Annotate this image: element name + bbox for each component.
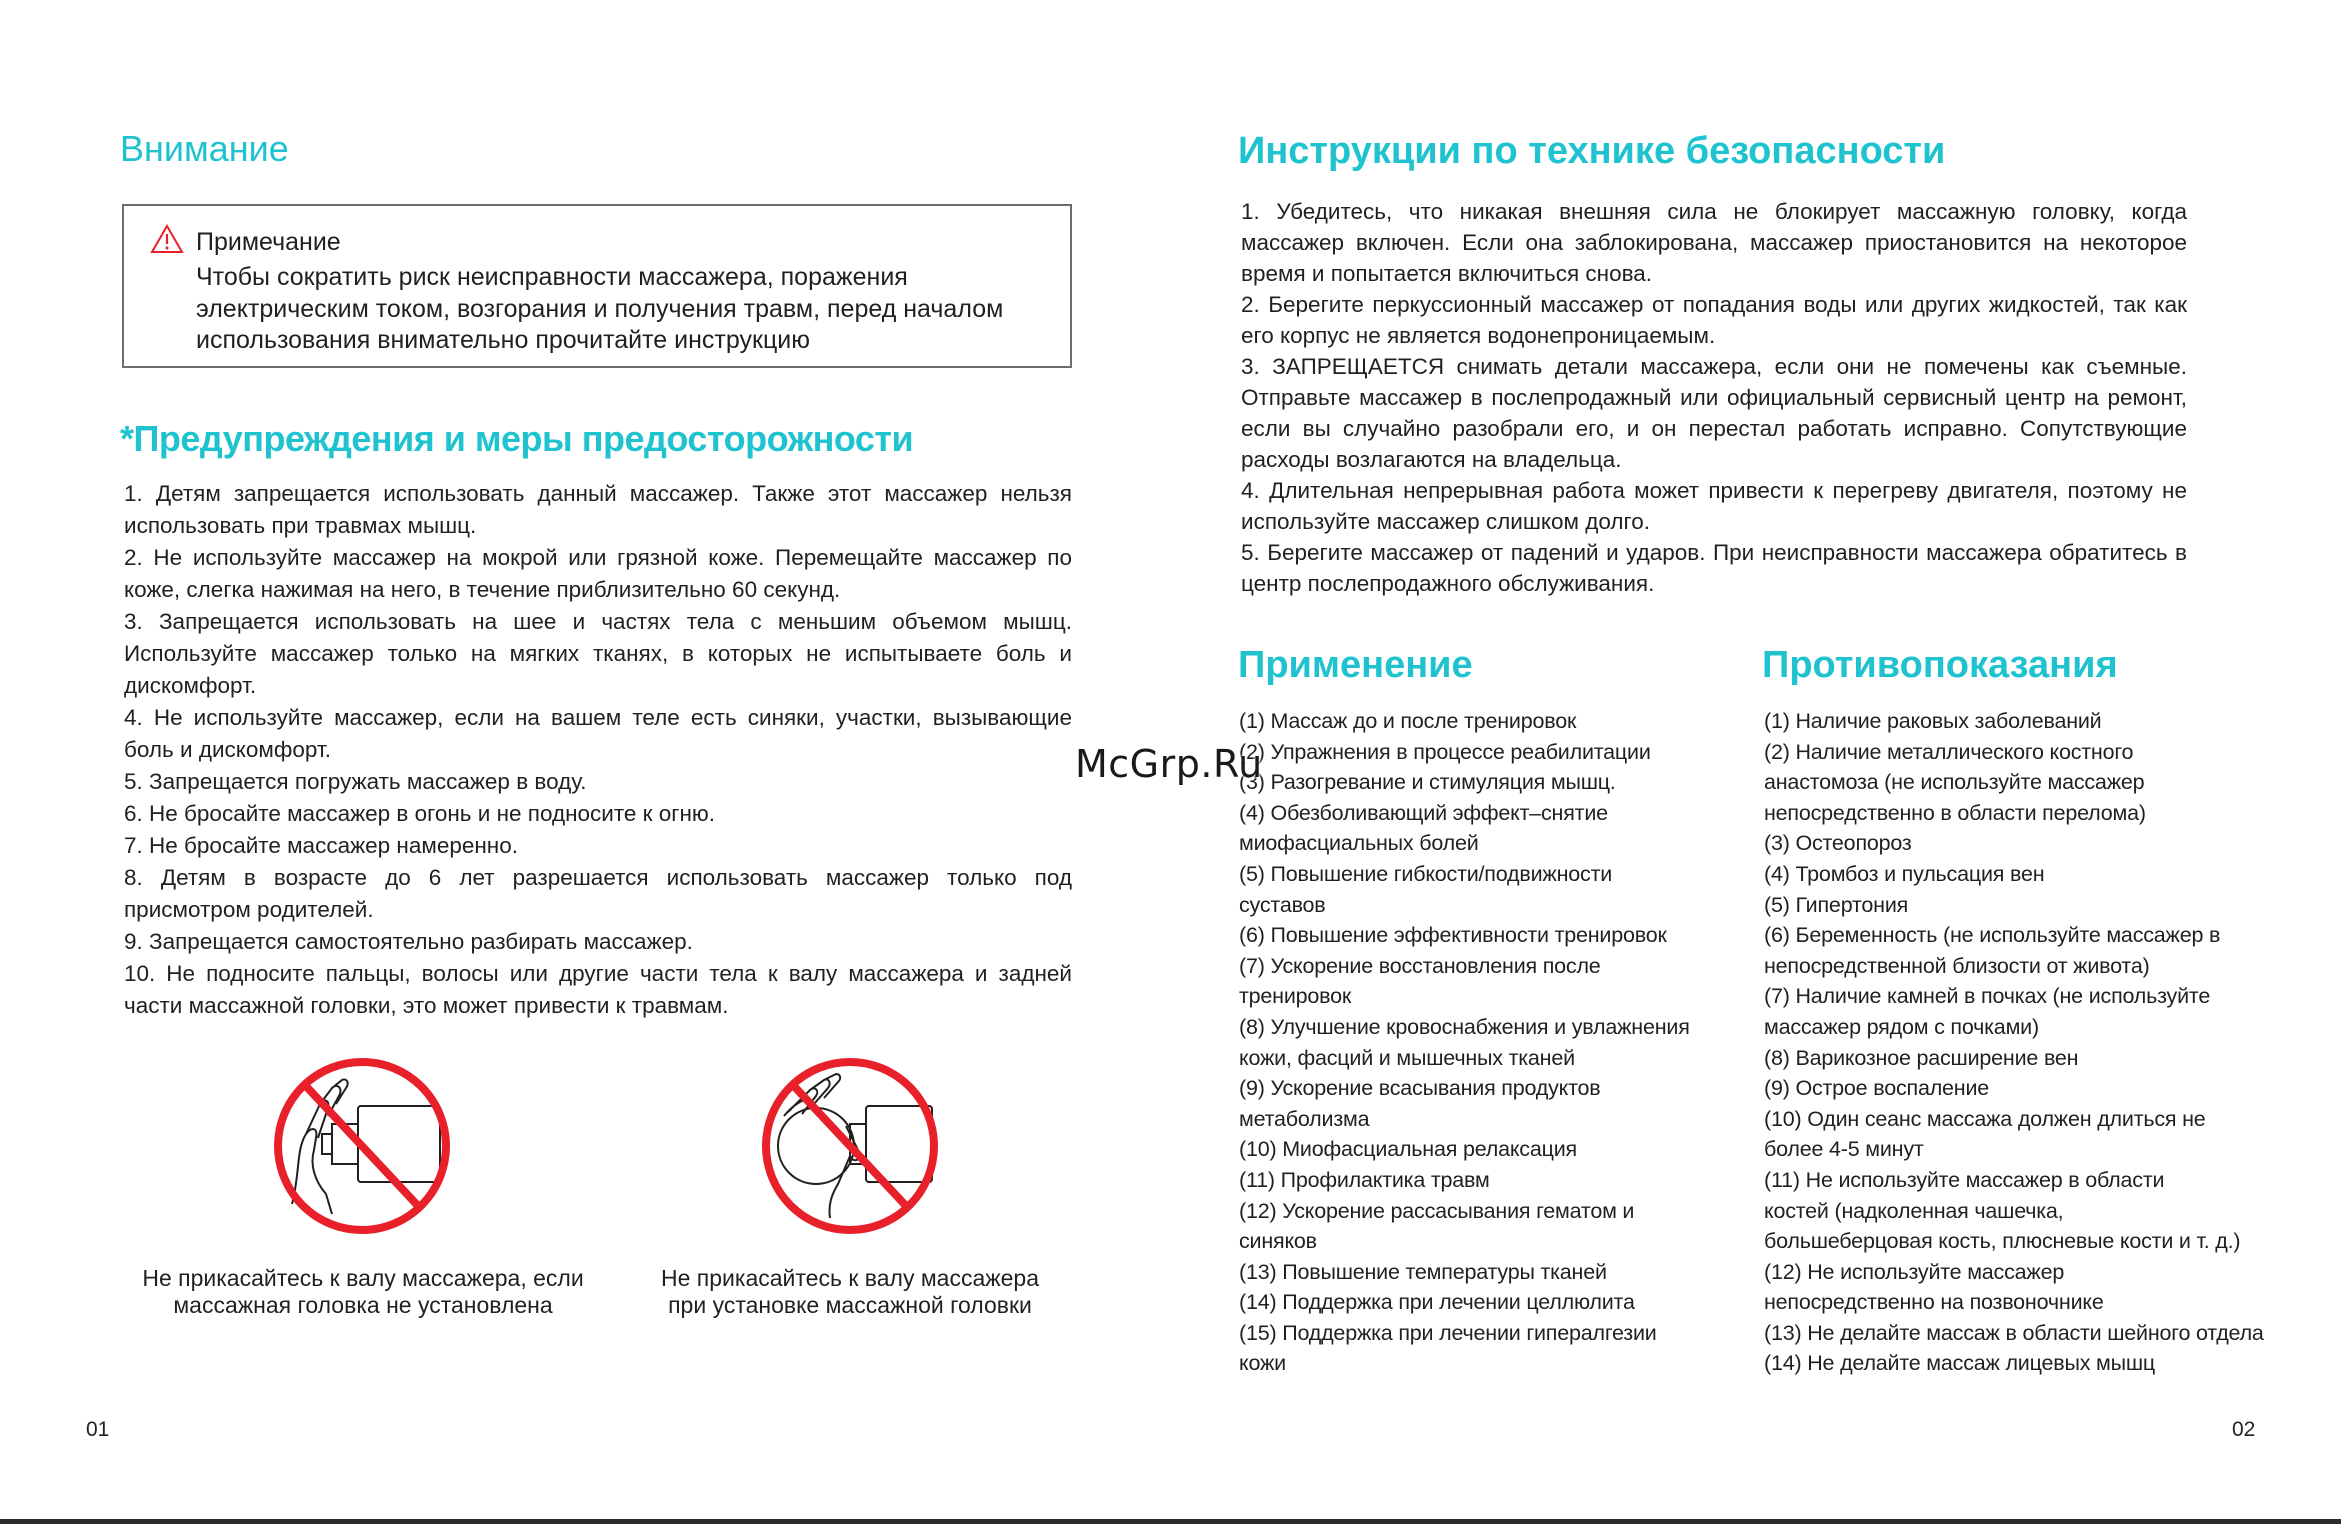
- usage-line: (2) Упражнения в процессе реабилитации: [1239, 739, 1651, 764]
- usage-line: (1) Массаж до и после тренировок: [1239, 709, 1577, 733]
- usage-list: [1239, 706, 1739, 1379]
- safety-list: [1241, 196, 2187, 599]
- contraindication-line: (6) Беременность (не используйте массажер в: [1764, 923, 2221, 948]
- page-number: 02: [2232, 1418, 2256, 1441]
- usage-line: (11) Профилактика травм: [1239, 1167, 1490, 1192]
- warning-item: 9. Запрещается самостоятельно разбирать массажер.: [124, 929, 693, 954]
- warning-item: 10. Не подносите пальцы, волосы или другие части тела к валу массажера и задней части массажной головки, это может привести к травмам.: [124, 961, 1072, 1018]
- contraindication-line: (7) Наличие камней в почках (не используйте: [1764, 984, 2211, 1009]
- usage-line: (8) Улучшение кровоснабжения и увлажнения: [1239, 1014, 1690, 1039]
- safety-item: 4. Длительная непрерывная работа может привести к перегреву двигателя, поэтому не используйте массажер слишком долго.: [1241, 478, 2187, 534]
- usage-line: миофасциальных болей: [1239, 831, 1479, 856]
- watermark: McGrp.Ru: [1075, 742, 1263, 786]
- note-line: Чтобы сократить риск неисправности массажера, поражения: [196, 263, 908, 291]
- illustration-caption: [600, 1265, 1100, 1319]
- usage-line: (5) Повышение гибкости/подвижности: [1239, 861, 1613, 886]
- warning-item: 8. Детям в возрасте до 6 лет разрешается использовать массажер только под присмотром родителей.: [124, 865, 1072, 922]
- caption-line: при установке массажной головки: [668, 1292, 1032, 1318]
- note-title: Примечание: [196, 228, 341, 256]
- safety-item: 5. Берегите массажер от падений и ударов. При неисправности массажера обратитесь в центр послепродажного обслуживания.: [1241, 540, 2187, 596]
- warning-item: 6. Не бросайте массажер в огонь и не подносите к огню.: [124, 801, 716, 826]
- warnings-heading: *Предупреждения и меры предосторожности: [120, 418, 914, 459]
- usage-line: кожи: [1239, 1351, 1286, 1376]
- contraindication-line: (5) Гипертония: [1764, 892, 1909, 917]
- safety-item: 1. Убедитесь, что никакая внешняя сила не блокирует массажную головку, когда массажер включен. Если она заблокирована, массажер приостановится на некоторое время и попытается включиться снова.: [1241, 199, 2187, 286]
- usage-line: тренировок: [1239, 984, 1352, 1009]
- warning-item: 2. Не используйте массажер на мокрой или грязной коже. Перемещайте массажер по коже, слегка нажимая на него, в течение приблизительно 60 секунд.: [124, 545, 1072, 602]
- note-body: [196, 262, 1056, 357]
- safety-heading: Инструкции по технике безопасности: [1238, 130, 1946, 172]
- note-line: электрическим током, возгорания и получения травм, перед началом: [196, 294, 1004, 323]
- contraindication-line: (10) Один сеанс массажа должен длиться не: [1764, 1106, 2206, 1131]
- prohibited-touch-head-icon: [758, 1054, 942, 1238]
- usage-line: суставов: [1239, 892, 1326, 917]
- illustration-caption: [113, 1265, 613, 1319]
- warning-item: 4. Не используйте массажер, если на вашем теле есть синяки, участки, вызывающие боль и дискомфорт.: [124, 705, 1072, 762]
- contraindications-list: [1764, 706, 2274, 1379]
- safety-item: 3. ЗАПРЕЩАЕТСЯ снимать детали массажера, если они не помечены как съемные. Отправьте массажер в послепродажный или официальный сервисный центр на ремонт, если вы случайно разобрали его, и он перестал работать исправно. Сопутствующие расходы возлагаются на владельца.: [1241, 354, 2187, 472]
- contraindication-line: (2) Наличие металлического костного: [1764, 739, 2134, 764]
- contraindication-line: (12) Не используйте массажер: [1764, 1259, 2065, 1284]
- contraindication-line: (9) Острое воспаление: [1764, 1076, 1990, 1101]
- warnings-list: [124, 478, 1072, 1022]
- usage-line: (13) Повышение температуры тканей: [1239, 1259, 1607, 1284]
- usage-heading: Применение: [1238, 644, 1473, 686]
- warning-item: 3. Запрещается использовать на шее и частях тела с меньшим объемом мышц. Используйте массажер только на мягких тканях, в которых не испытываете боль и дискомфорт.: [124, 609, 1072, 698]
- warning-item: 1. Детям запрещается использовать данный массажер. Также этот массажер нельзя использовать при травмах мышц.: [124, 481, 1072, 538]
- warning-triangle-icon: [150, 224, 184, 254]
- contraindications-heading: Противопоказания: [1762, 644, 2118, 686]
- contraindication-line: непосредственно в области перелома): [1764, 800, 2146, 825]
- contraindication-line: (4) Тромбоз и пульсация вен: [1764, 861, 2045, 886]
- contraindication-line: (8) Варикозное расширение вен: [1764, 1045, 2079, 1070]
- bottom-rule: [0, 1519, 2341, 1524]
- note-line: использования внимательно прочитайте инструкцию: [196, 326, 810, 354]
- page-number: 01: [86, 1418, 110, 1441]
- contraindication-line: более 4-5 минут: [1764, 1137, 1924, 1162]
- usage-line: (3) Разогревание и стимуляция мышц.: [1239, 770, 1616, 795]
- contraindication-line: (3) Остеопороз: [1764, 831, 1912, 856]
- contraindication-line: непосредственной близости от живота): [1764, 953, 2150, 978]
- usage-line: (6) Повышение эффективности тренировок: [1239, 923, 1667, 948]
- usage-line: (14) Поддержка при лечении целлюлита: [1239, 1290, 1635, 1315]
- caption-line: Не прикасайтесь к валу массажера, если: [142, 1265, 584, 1291]
- contraindication-line: анастомоза (не используйте массажер: [1764, 770, 2145, 795]
- attention-heading: Внимание: [120, 128, 289, 169]
- contraindication-line: (1) Наличие раковых заболеваний: [1764, 709, 2102, 733]
- contraindication-line: (13) Не делайте массаж в области шейного отдела: [1764, 1320, 2264, 1345]
- usage-line: (15) Поддержка при лечении гипералгезии: [1239, 1320, 1657, 1345]
- contraindication-line: непосредственно на позвоночнике: [1764, 1290, 2104, 1315]
- contraindication-line: костей (надколенная чашечка,: [1764, 1198, 2064, 1223]
- usage-line: метаболизма: [1239, 1106, 1370, 1131]
- contraindication-line: массажер рядом с почками): [1764, 1014, 2039, 1039]
- usage-line: синяков: [1239, 1229, 1317, 1254]
- caption-line: массажная головка не установлена: [173, 1292, 553, 1318]
- usage-line: кожи, фасций и мышечных тканей: [1239, 1045, 1575, 1070]
- prohibited-touch-shaft-icon: [270, 1054, 454, 1238]
- usage-line: (7) Ускорение восстановления после: [1239, 953, 1601, 978]
- usage-line: (9) Ускорение всасывания продуктов: [1239, 1076, 1601, 1101]
- usage-line: (12) Ускорение рассасывания гематом и: [1239, 1198, 1635, 1223]
- warning-item: 7. Не бросайте массажер намеренно.: [124, 833, 518, 858]
- usage-line: (4) Обезболивающий эффект–снятие: [1239, 800, 1608, 825]
- safety-item: 2. Берегите перкуссионный массажер от попадания воды или других жидкостей, так как его корпус не является водонепроницаемым.: [1241, 292, 2187, 348]
- contraindication-line: большеберцовая кость, плюсневые кости и т. д.): [1764, 1229, 2241, 1254]
- contraindication-line: (14) Не делайте массаж лицевых мышц: [1764, 1351, 2156, 1376]
- usage-line: (10) Миофасциальная релаксация: [1239, 1137, 1577, 1162]
- caption-line: Не прикасайтесь к валу массажера: [661, 1265, 1039, 1291]
- warning-item: 5. Запрещается погружать массажер в воду.: [124, 769, 587, 794]
- note-box: [122, 204, 1072, 368]
- contraindication-line: (11) Не используйте массажер в области: [1764, 1167, 2165, 1192]
